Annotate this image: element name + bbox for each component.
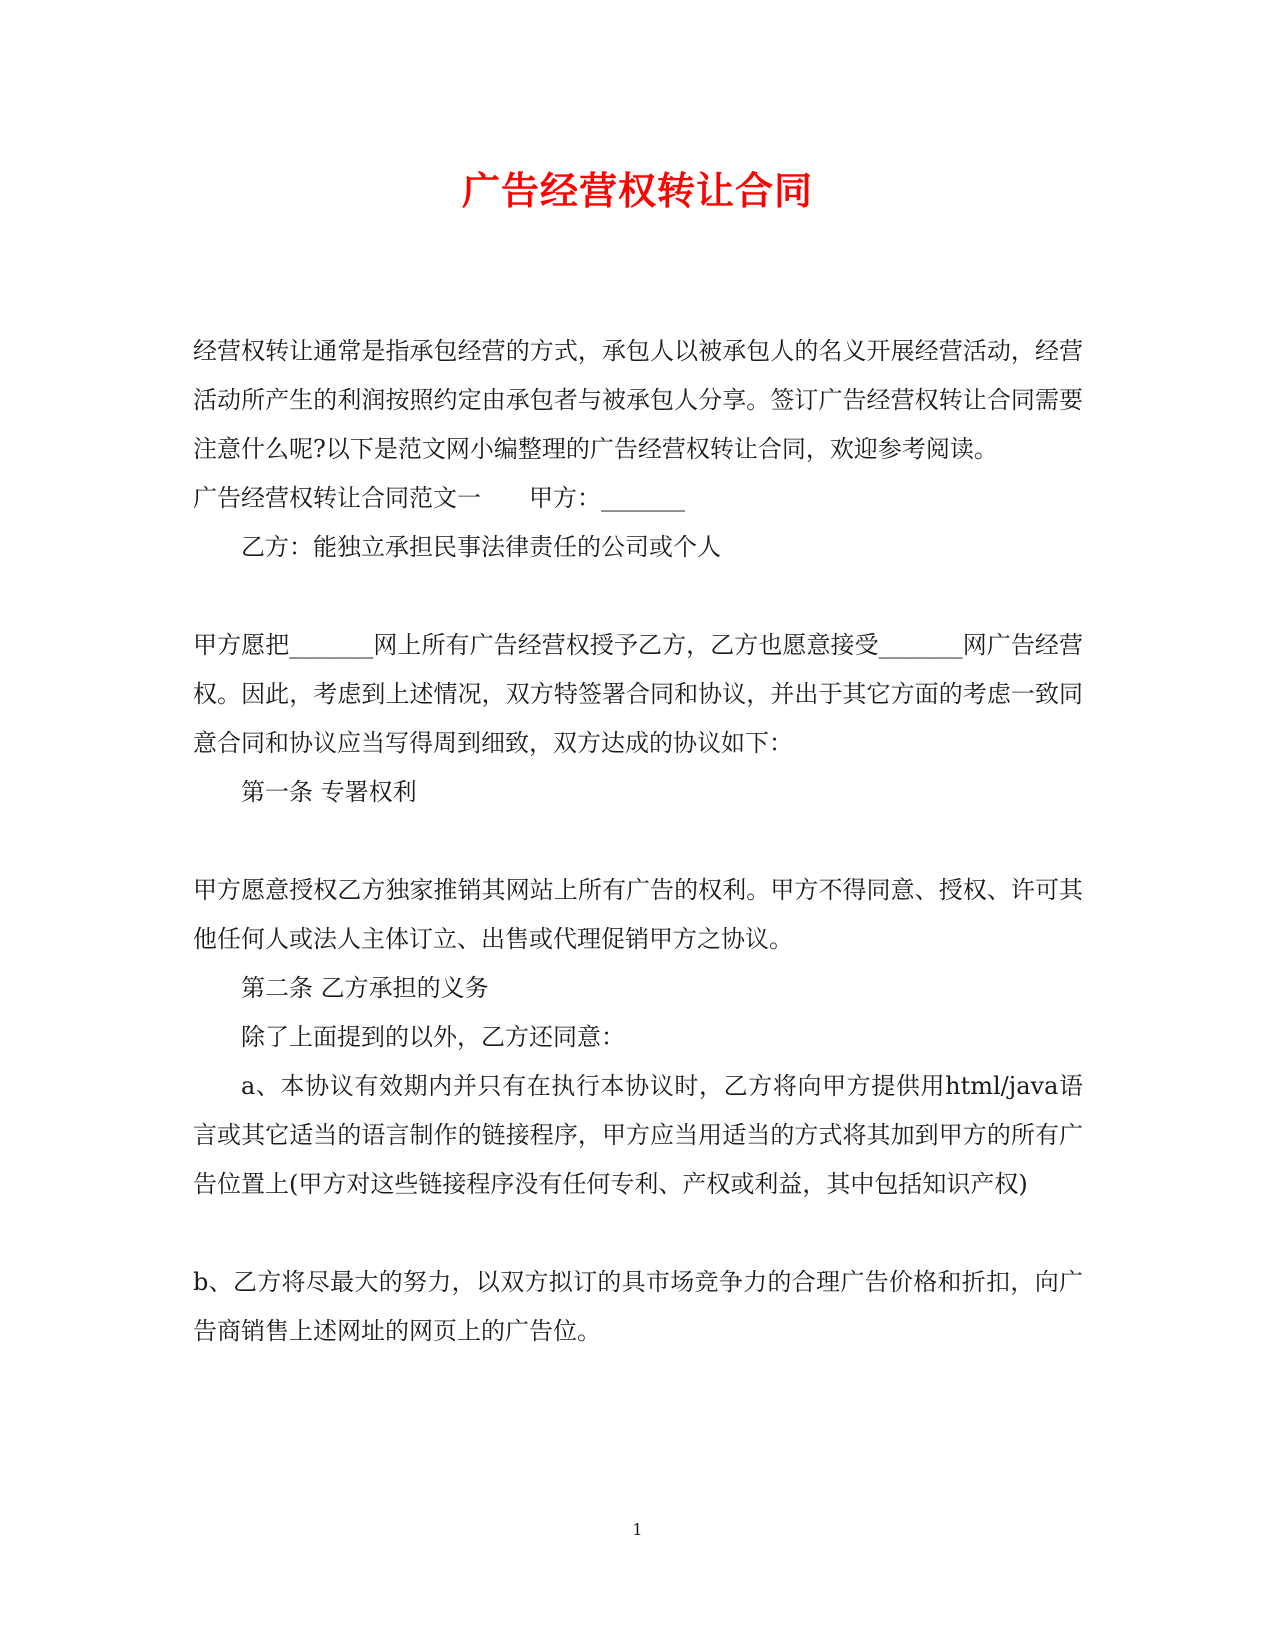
page-number: 1 [632, 1520, 643, 1539]
preamble-paragraph: 甲方愿把_______网上所有广告经营权授予乙方，乙方也愿意接受_______网广告经营权。因此，考虑到上述情况，双方特签署合同和协议，并出于其它方面的考虑一致同意合同和协议应当写得周到细致，双方达成的协议如下： [193, 631, 1083, 757]
document-body [193, 327, 1083, 1356]
spacer [193, 1209, 1083, 1258]
article-1-paragraph: 甲方愿意授权乙方独家推销其网站上所有广告的权利。甲方不得同意、授权、许可其他任何人或法人主体订立、出售或代理促销甲方之协议。 [193, 876, 1083, 953]
clause-b-paragraph: b、乙方将尽最大的努力，以双方拟订的具市场竞争力的合理广告价格和折扣，向广告商销售上述网址的网页上的广告位。 [193, 1268, 1083, 1345]
article-2-intro: 除了上面提到的以外，乙方还同意： [241, 1023, 625, 1051]
spacer [193, 817, 1083, 866]
sample-heading: 广告经营权转让合同范文一 甲方：_______ [193, 484, 685, 512]
party-b-line: 乙方：能独立承担民事法律责任的公司或个人 [241, 533, 721, 561]
clause-a-paragraph: a、本协议有效期内并只有在执行本协议时，乙方将向甲方提供用html/java语言或其它适当的语言制作的链接程序，甲方应当用适当的方式将其加到甲方的所有广告位置上(甲方对这些链接程序没有任何专利、产权或利益，其中包括知识产权) [193, 1072, 1083, 1198]
spacer [193, 572, 1083, 621]
document-title: 广告经营权转让合同 [461, 168, 813, 213]
article-1-heading: 第一条 专署权利 [241, 778, 417, 806]
intro-paragraph: 经营权转让通常是指承包经营的方式，承包人以被承包人的名义开展经营活动，经营活动所产生的利润按照约定由承包者与被承包人分享。签订广告经营权转让合同需要注意什么呢?以下是范文网小编整理的广告经营权转让合同，欢迎参考阅读。 [193, 337, 1083, 463]
article-2-heading: 第二条 乙方承担的义务 [241, 974, 489, 1002]
